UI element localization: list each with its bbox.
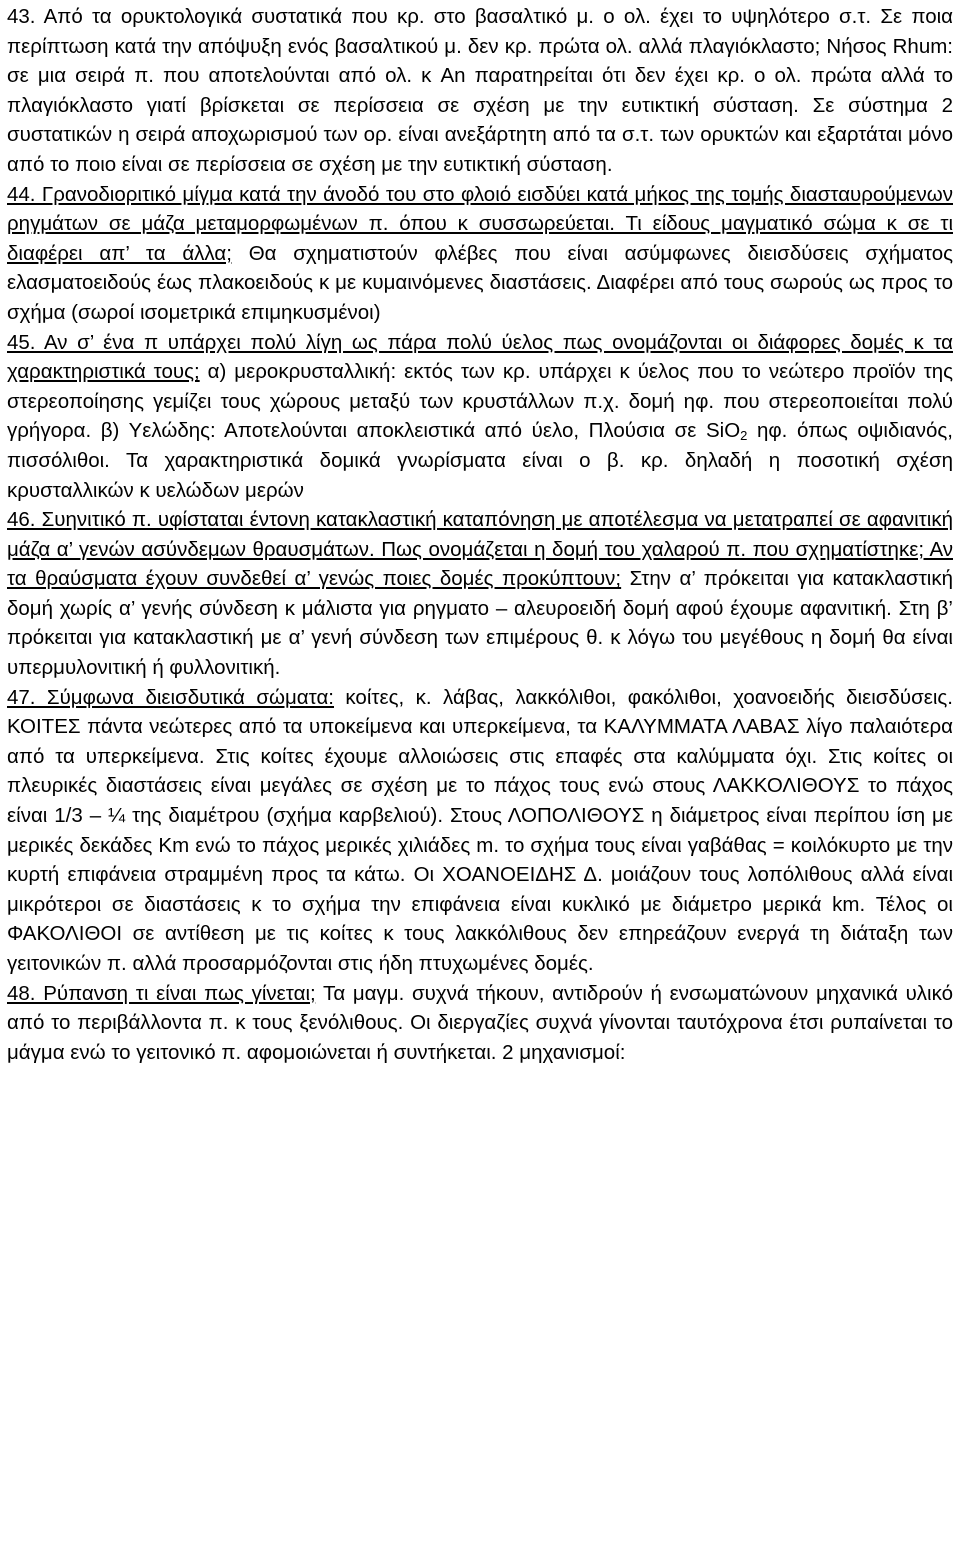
question-47 (7, 683, 953, 979)
question-45-answer-part1: α) μεροκρυσταλλική: εκτός των κρ. υπάρχει κ ύελος που το νεώτερο προϊόν της στερεοποίησης γεμίζει τους χώρους μεταξύ των κρυστάλλων π.χ. δομή ηφ. που στερεοποιείται πολύ γρήγορα. β) Υελώδης: Αποτελούνται αποκλειστικά από ύελο, Πλούσια σε SiO (7, 360, 954, 443)
question-46-prompt: 46. Συηνιτικό π. υφίσταται έντονη κατακλαστική καταπόνηση με αποτέλεσμα να μετατραπεί σε αφανιτική μάζα α’ γενών ασύνδεμων θραυσμάτων. Πως ονομάζεται η δομή του χαλαρού π. που σχηματίστηκε; Αν τα θραύσματα έχουν συνδεθεί α’ γενώς ποιες δομές προκύπτουν; (7, 508, 953, 591)
question-48 (7, 979, 953, 1068)
question-48-answer: Τα μαγμ. συχνά τήκουν, αντιδρούν ή ενσωματώνουν μηχανικά υλικό από το περιβάλλοντα π. κ τους ξενόλιθους. Οι διεργαζίες συχνά γίνονται ταυτόχρονα έτσι ρυπαίνεται το μάγμα ενώ το γειτονικό π. αφομοιώνεται ή συντήκεται. 2 μηχανισμοί: (7, 981, 953, 1064)
question-43 (7, 2, 953, 180)
question-45-prompt: 45. Αν σ’ ένα π υπάρχει πολύ λίγη ως πάρα πολύ ύελος πως ονομάζονται οι διάφορες δομές κ τα χαρακτηριστικά τους; (7, 330, 953, 384)
question-48-prompt: 48. Ρύπανση τι είναι πως γίνεται; (7, 981, 316, 1005)
sio2-subscript: 2 (740, 428, 748, 444)
question-44-answer: Θα σχηματιστούν φλέβες που είναι ασύμφωνες διεισδύσεις σχήματος ελασματοειδούς έως πλακοειδούς κ με κυμαινόμενες διαστάσεις. Διαφέρει από τους σωρούς ως προς το σχήμα (σωροί ισομετρικά επιμηκυσμένοι) (7, 241, 953, 324)
question-44 (7, 180, 953, 328)
question-47-prompt: 47. Σύμφωνα διεισδυτικά σώματα: (7, 685, 334, 709)
question-43-prompt: 43. Από τα ορυκτολογικά συστατικά που κρ. στο βασαλτικό μ. ο ολ. έχει το υψηλότερο σ.τ. Σε ποια περίπτωση κατά την απόψυξη ενός βασαλτικού μ. δεν κρ. πρώτα ολ. αλλά πλαγιόκλαστο; (7, 5, 953, 58)
question-44-prompt: 44. Γρανοδιοριτικό μίγμα κατά την άνοδό του στο φλοιό εισδύει κατά μήκος της τομής διασταυρούμενων ρηγμάτων σε μάζα μεταμορφωμένων π. όπου κ συσσωρεύεται. Τι είδους μαγματικό σώμα κ σε τι διαφέρει απ’ τα άλλα; (7, 182, 953, 265)
question-45 (7, 328, 953, 506)
question-46 (7, 505, 953, 683)
question-43-answer: Νήσος Rhum: σε μια σειρά π. που αποτελούνται από ολ. κ An παρατηρείται ότι δεν έχει κρ. ο ολ. πρώτα αλλά το πλαγιόκλαστο γιατί βρίσκεται σε περίσσεια σε σχέση με την ευτικτική σύσταση. Σε σύστημα 2 συστατικών η σειρά αποχωρισμού των ορ. είναι ανεξάρτητη από τα σ.τ. των ορυκτών και εξαρτάται μόνο από το ποιο είναι σε περίσσεια σε σχέση με την ευτικτική σύσταση. (7, 34, 954, 176)
question-45-answer-part2: ηφ. όπως οψιδιανός, πισσόλιθοι. Τα χαρακτηριστικά δομικά γνωρίσματα είναι ο β. κρ. δηλαδή η ποσοτική σχέση κρυσταλλικών κ υελώδων μερών (7, 419, 953, 502)
question-47-answer: κοίτες, κ. λάβας, λακκόλιθοι, φακόλιθοι, χοανοειδής διεισδύσεις. ΚΟΙΤΕΣ πάντα νεώτερες από τα υποκείμενα και υπερκείμενα, τα ΚΑΛΥΜΜΑΤΑ ΛΑΒΑΣ λίγο παλαιότερα από τα υπερκείμενα. Στις κοίτες έχουμε αλλοιώσεις στις επαφές στα καλύμματα όχι. Στις κοίτες οι πλευρικές διαστάσεις είναι μεγάλες σε σχέση με το πάχος τους ενώ στους ΛΑΚΚΟΛΙΘΟΥΣ το πάχος είναι 1/3 – ¼ της διαμέτρου (σχήμα καρβελιού). Στους ΛΟΠΟΛΙΘΟΥΣ η διάμετρος είναι περίπου ίση με μερικές δεκάδες Km ενώ το πάχος μερικές χιλιάδες m. το σχήμα τους είναι γαβάθας = κοιλόκυρτο με την κυρτή επιφάνεια στραμμένη προς τα κάτω. Οι ΧΟΑΝΟΕΙΔΗΣ Δ. μοιάζουν τους λοπόλιθους αλλά είναι μικρότεροι σε διαστάσεις κ το σχήμα την επιφάνεια είναι κυκλικό με διάμετρο μερικά km. Τέλος οι ΦΑΚΟΛΙΘΟΙ σε αντίθεση με τις κοίτες κ τους λακκόλιθους δεν επηρεάζουν ενεργά τη διάταξη των γειτονικών π. αλλά προσαρμόζονται στις ήδη πτυχωμένες δομές. (7, 685, 953, 975)
question-46-answer: Στην α’ πρόκειται για κατακλαστική δομή χωρίς α’ γενής σύνδεση κ μάλιστα για ρηγματο – αλευροειδή δομή αφού έχουμε αφανιτική. Στη β’ πρόκειται για κατακλαστική με α’ γενή σύνδεση των επιμέρους θ. κ λόγω του μεγέθους η δομή θα είναι υπερμυλονιτική ή φυλλονιτική. (7, 567, 953, 680)
